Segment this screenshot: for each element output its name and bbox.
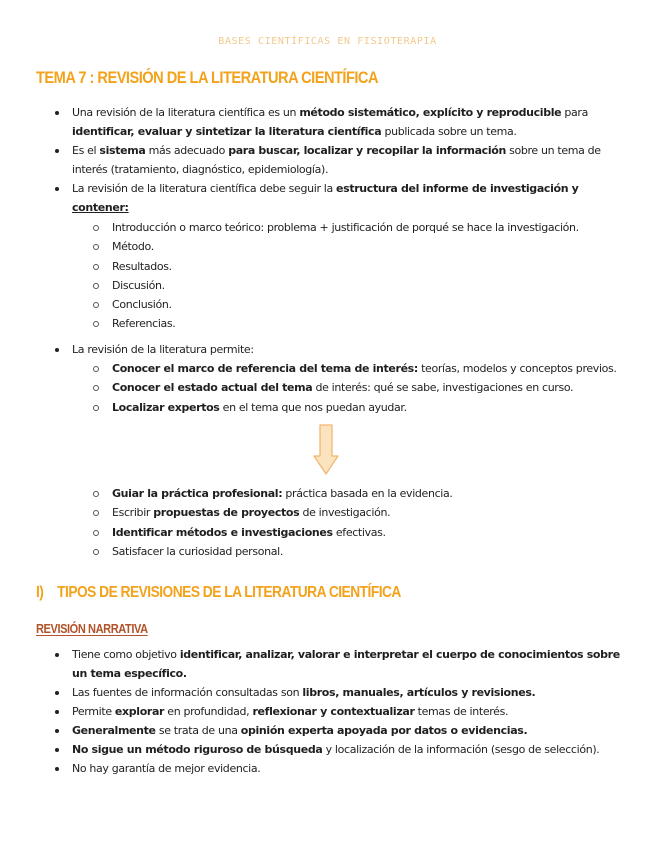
- list-item: Tiene como objetivo identificar, analizar, valorar e interpretar el cuerpo de conocimientos sobre un tema específico.: [52, 645, 632, 683]
- section-title: [36, 584, 401, 602]
- list-item: Referencias.: [92, 314, 632, 333]
- list-item: No hay garantía de mejor evidencia.: [52, 759, 632, 778]
- list-item: Las fuentes de información consultadas son libros, manuales, artículos y revisiones.: [52, 683, 632, 702]
- permite-sublist: [92, 359, 632, 417]
- list-item: Satisfacer la curiosidad personal.: [92, 542, 632, 561]
- list-item: Localizar expertos en el tema que nos puedan ayudar.: [92, 398, 632, 417]
- tema-title: TEMA 7 : REVISIÓN DE LA LITERATURA CIENTÍFICA: [36, 68, 379, 87]
- intro-list: [52, 103, 632, 217]
- list-item: Método.: [92, 237, 632, 256]
- list-item: Escribir propuestas de proyectos de investigación.: [92, 503, 632, 522]
- permite-list: [52, 340, 632, 359]
- list-item: Guiar la práctica profesional: práctica basada en la evidencia.: [92, 484, 632, 503]
- down-arrow-icon: [313, 424, 339, 476]
- list-item: Conocer el marco de referencia del tema de interés: teorías, modelos y conceptos previos.: [92, 359, 632, 378]
- list-item: Discusión.: [92, 276, 632, 295]
- uses-list: [92, 484, 632, 561]
- list-item: Permite explorar en profundidad, reflexionar y contextualizar temas de interés.: [52, 702, 632, 721]
- list-item: La revisión de la literatura científica debe seguir la estructura del informe de investigación y contener:: [52, 179, 632, 217]
- section-heading: TIPOS DE REVISIONES DE LA LITERATURA CIENTÍFICA: [57, 584, 401, 601]
- list-item: Introducción o marco teórico: problema + justificación de porqué se hace la investigación.: [92, 218, 632, 237]
- subsection-title: REVISIÓN NARRATIVA: [36, 621, 148, 636]
- list-item: Identificar métodos e investigaciones efectivas.: [92, 523, 632, 542]
- list-item: Conclusión.: [92, 295, 632, 314]
- list-item: Generalmente se trata de una opinión experta apoyada por datos o evidencias.: [52, 721, 632, 740]
- list-item: La revisión de la literatura permite:: [52, 340, 632, 359]
- list-item: Es el sistema más adecuado para buscar, localizar y recopilar la información sobre un tema de interés (tratamiento, diagnóstico, epidemiología).: [52, 141, 632, 179]
- structure-list: [92, 218, 632, 334]
- list-item: Conocer el estado actual del tema de interés: qué se sabe, investigaciones en curso.: [92, 378, 632, 397]
- list-item: Una revisión de la literatura científica es un método sistemático, explícito y reproducible para identificar, evaluar y sintetizar la literatura científica publicada sobre un tema.: [52, 103, 632, 141]
- list-item: Resultados.: [92, 257, 632, 276]
- narrativa-list: [52, 645, 632, 778]
- document-header: BASES CIENTÍFICAS EN FISIOTERAPIA: [218, 36, 437, 47]
- section-number: I): [36, 584, 44, 601]
- list-item: No sigue un método riguroso de búsqueda y localización de la información (sesgo de selección).: [52, 740, 632, 759]
